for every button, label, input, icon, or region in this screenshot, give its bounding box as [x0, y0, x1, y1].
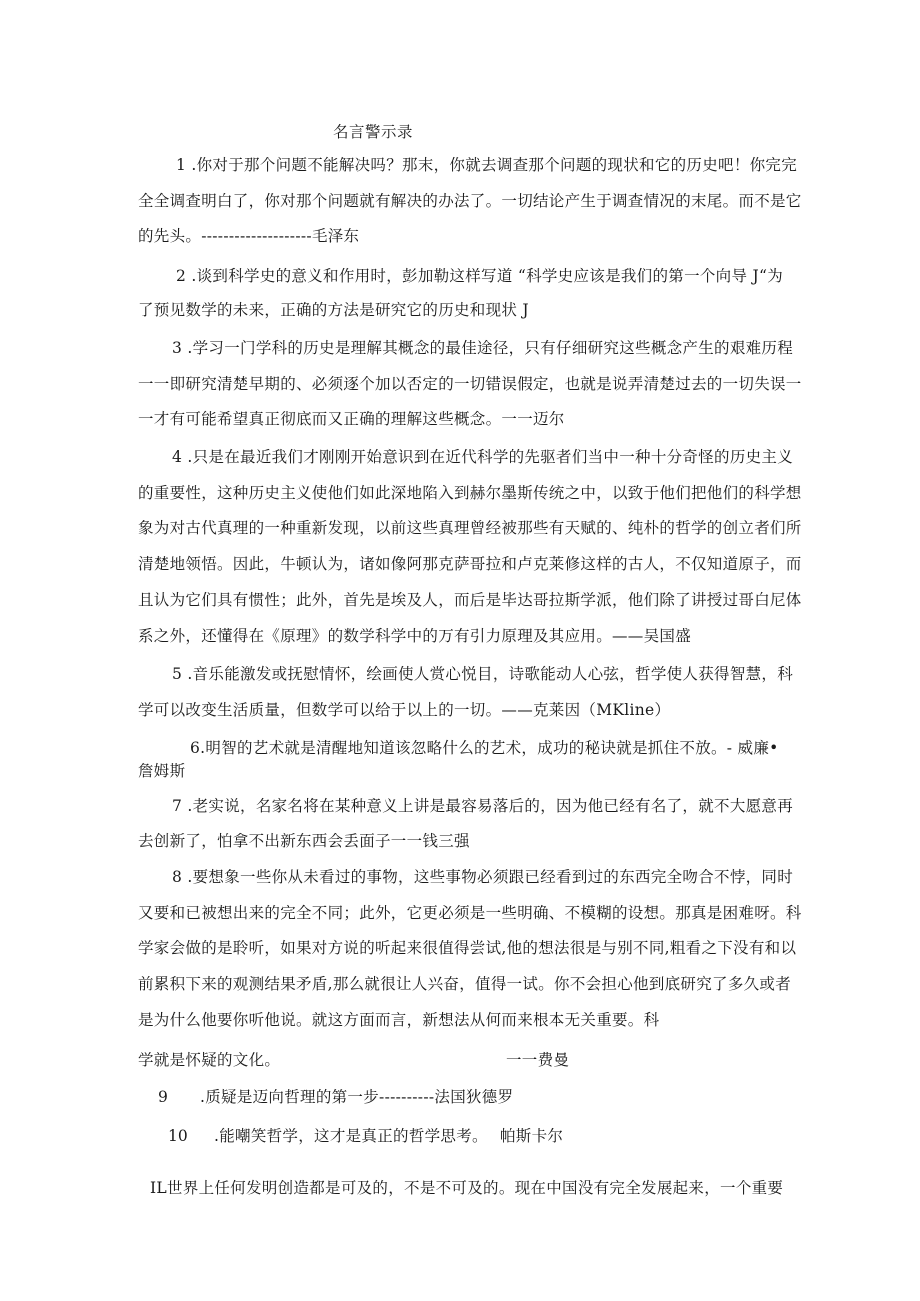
quote-4-line-4: 清楚地领悟。因此，牛顿认为，诸如像阿那克萨哥拉和卢克莱修这样的古人，不仅知道原子，而 — [138, 555, 802, 573]
quote-11-line-1: IL世界上任何发明创造都是可及的，不是不可及的。现在中国没有完全发展起来，一个重要 — [150, 1179, 784, 1197]
quote-3-line-1: 3 .学习一门学科的历史是理解其概念的最佳途径，只有仔细研究这些概念产生的艰难历程 — [172, 339, 794, 357]
page-title: 名言警示录 — [333, 123, 414, 141]
quote-3-line-2: 一一即研究清楚早期的、必须逐个加以否定的一切错误假定，也就是说弄清楚过去的一切失误一 — [138, 375, 802, 393]
quote-3-line-3: 一才有可能希望真正彻底而又正确的理解这些概念。一一迈尔 — [138, 410, 565, 428]
quote-7-line-1: 7 .老实说，名家名将在某种意义上讲是最容易落后的，因为他已经有名了，就不大愿意再 — [172, 797, 794, 815]
quote-10-text: .能嘲笑哲学，这才是真正的哲学思考。 — [214, 1127, 488, 1145]
quote-10-number: 10 — [168, 1127, 188, 1145]
quote-1-line-3: 的先头。--------------------毛泽东 — [138, 227, 360, 245]
quote-8-line-2: 又要和已被想出来的完全不同；此外，它更必须是一些明确、不模糊的设想。那真是困难呀。科 — [138, 904, 802, 922]
quote-8-line-3: 学家会做的是聆听，如果对方说的听起来很值得尝试,他的想法很是与别不同,粗看之下没有和以 — [138, 939, 797, 957]
quote-8-line-1: 8 .要想象一些你从未看过的事物，这些事物必须跟已经看到过的东西完全吻合不悖，同时 — [172, 868, 794, 886]
quote-10-attribution: 帕斯卡尔 — [500, 1127, 564, 1145]
quote-8-line-4: 前累积下来的观测结果矛盾,那么就很让人兴奋，值得一试。你不会担心他到底研究了多久或者 — [138, 975, 792, 993]
quote-4-line-3: 象为对古代真理的一种重新发现，以前这些真理曾经被那些有天赋的、纯朴的哲学的创立者们所 — [138, 519, 802, 537]
quote-7-line-2: 去创新了，怕拿不出新东西会丢面子一一钱三强 — [138, 832, 470, 850]
quote-9-number: 9 — [158, 1088, 168, 1106]
quote-5-line-1: 5 .音乐能激发或抚慰情怀，绘画使人赏心悦目，诗歌能动人心弦，哲学使人获得智慧，科 — [172, 665, 794, 683]
quote-6-line-2: 詹姆斯 — [138, 762, 186, 780]
quote-4-line-6: 系之外，还懂得在《原理》的数学科学中的万有引力原理及其应用。——吴国盛 — [138, 627, 692, 645]
quote-2-line-2: 了预见数学的未来，正确的方法是研究它的历史和现状 J — [138, 301, 529, 319]
quote-8-attribution: 一一费曼 — [506, 1051, 570, 1069]
quote-4-line-2: 的重要性，这种历史主义使他们如此深地陷入到赫尔墨斯传统之中，以致于他们把他们的科学想 — [138, 484, 802, 502]
quote-2-line-1: 2 .谈到科学史的意义和作用时，彭加勒这样写道 “科学史应该是我们的第一个向导 J“为 — [176, 267, 784, 285]
quote-8-line-6: 学就是怀疑的文化。 — [138, 1051, 281, 1069]
quote-6-line-1: 6.明智的艺术就是清醒地知道该忽略什么的艺术，成功的秘诀就是抓住不放。- 威廉• — [190, 739, 779, 757]
quote-8-line-5: 是为什么他要你听他说。就这方面而言，新想法从何而来根本无关重要。科 — [138, 1011, 660, 1029]
quote-5-line-2: 学可以改变生活质量，但数学可以给于以上的一切。——克莱因（MKline） — [138, 701, 671, 719]
quote-4-line-5: 且认为它们具有惯性；此外，首先是埃及人，而后是毕达哥拉斯学派，他们除了讲授过哥白尼体 — [138, 591, 802, 609]
quote-1-line-2: 全全调查明白了，你对那个问题就有解决的办法了。一切结论产生于调查情况的末尾。而不是它 — [138, 192, 802, 210]
quote-9-text: .质疑是迈向哲理的第一步----------法国狄德罗 — [200, 1088, 514, 1106]
quote-4-line-1: 4 .只是在最近我们才刚刚开始意识到在近代科学的先驱者们当中一种十分奇怪的历史主义 — [172, 448, 794, 466]
quote-1-line-1: 1 .你对于那个问题不能解决吗？那末，你就去调查那个问题的现状和它的历史吧！你完完 — [176, 156, 798, 174]
